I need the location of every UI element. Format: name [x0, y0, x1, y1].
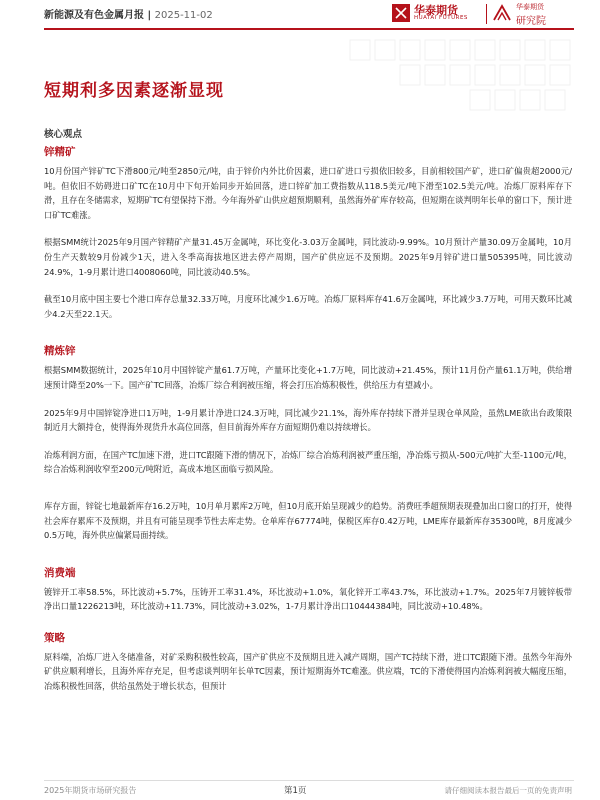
footer-report-label: 2025年期货市场研究报告: [44, 786, 137, 795]
core-views-label: 核心观点: [44, 129, 83, 140]
consumption-paragraph-1: 镀锌开工率58.5%，环比波动+5.7%，压铸开工率31.4%，环比波动+1.0%，氧化锌开工率43.7%，环比波动+1.7%。2025年7月镀锌板带净出口量1226213吨，环比波动+11.73%，同比波动+3.02%，1-7月累计净出口10444384吨，同比波动+10.48%。: [44, 586, 572, 612]
section-heading-refined: 精炼锌: [44, 345, 76, 358]
report-date: 2025-11-02: [154, 10, 213, 21]
refined-paragraph-4: 库存方面，锌锭七地最新库存16.2万吨，10月单月累库2万吨，但10月底开始呈现减少的趋势。消费旺季超预期表现叠加出口窗口的打开，使得社会库存累库不及预期，并且有可能呈现季节性去库走势。仓单库存67774吨，保税区库存0.42万吨，LME库存最新库存35300吨，8月度减少0.5万吨，海外供应偏紧局面持续。: [44, 500, 572, 541]
refined-paragraph-1: 根据SMM数据统计，2025年10月中国锌锭产量61.7万吨，产量环比变化+1.7万吨，同比波动+21.45%，预计11月份产量61.1万吨，供给增速预计降至20%一下。国产矿TC回落，冶炼厂综合利润被压缩，将会打压冶炼积极性，供给压力有望减小。: [44, 365, 572, 390]
huatai-logo-icon: [392, 4, 410, 22]
section-heading-ore: 锌精矿: [44, 146, 76, 158]
research-institute-logo: [492, 2, 572, 26]
page-title: 短期利多因素逐渐显现: [44, 81, 224, 101]
page-footer: [0, 780, 600, 800]
report-name-line: [44, 6, 213, 21]
ore-paragraph-2: 根据SMM统计2025年9月国产锌精矿产量31.45万金属吨，环比变化-3.03万金属吨，同比波动-9.99%。10月预计产量30.09万金属吨，10月份生产天数较9月份减少1天，进入冬季高海拔地区进去停产周期，国产矿供应远不及预期。2025年9月锌矿进口量505395吨，同比波动24.9%，1-9月累计进口4008060吨，同比波动40.5%。: [44, 237, 572, 277]
strategy-paragraph-1: 原料端，冶炼厂进入冬储准备，对矿采购积极性较高，国产矿供应不及预期且进入减产周期，国产TC持续下滑，进口TC跟随下滑。虽然今年海外矿供应顺利增长，且海外库存充足，但考虑谈判明年长单TC因素，预计短期海外TC难涨。供应端，TC的下滑使得国内冶炼利润被大幅度压缩，冶炼积极性回落，供给虽然处于增长状态，但预计: [44, 651, 572, 692]
ore-paragraph-1: 10月份国产锌矿TC下滑800元/吨至2850元/吨，由于锌价内外比价因素，进口矿进口亏损依旧较多，目前相较国产矿，进口矿偏贵超2000元/吨。但依旧不妨碍进口矿TC在10月中下旬开始同步开始回落，进口锌矿加工费指数从118.5美元/吨下滑至102.5美元/吨。冶炼厂原料库存下滑，且存在冬储需求，短期矿TC有望保持下滑。今年海外矿山供应超预期顺利，虽然海外矿库存较高，但短期在谈判明年长单的窗口下，预计进口矿TC难涨。: [44, 166, 572, 220]
section-heading-strategy: 策略: [44, 631, 65, 644]
logo-research-top: 华泰期货: [516, 3, 544, 11]
report-name: 新能源及有色金属月报: [44, 10, 144, 21]
research-logo-icon: [492, 4, 512, 22]
decorative-pattern-icon: [200, 30, 600, 130]
huatai-futures-logo: [392, 2, 482, 26]
refined-paragraph-2: 2025年9月中国锌锭净进口1万吨，1-9月累计净进口24.3万吨，同比减少21.1%，海外库存持续下滑并呈现仓单风险，虽然LME欲出台政策限制近月大额持仓，使得海外现货升水高位回落，但目前海外库存方面短期仍难以持续增长。: [44, 407, 572, 433]
ore-paragraph-3: 截至10月底中国主要七个港口库存总量32.33万吨，月度环比减少1.6万吨。冶炼厂原料库存41.6万金属吨，环比减少3.7万吨，可用天数环比减少4.2天至22.1天。: [44, 294, 572, 319]
footer-rule: [44, 780, 574, 781]
page-header: [0, 0, 600, 28]
page-number: 第1页: [284, 786, 307, 796]
refined-paragraph-3: 冶炼利润方面，在国产TC加速下滑，进口TC跟随下滑的情况下，冶炼厂综合冶炼利润被严重压缩，净冶炼亏损从-500元/吨扩大至-1100元/吨，综合冶炼利润收窄至200元/吨附近，高成本地区面临亏损风险。: [44, 449, 572, 475]
report-date-sep: |: [147, 10, 155, 21]
disclaimer-note: 请仔细阅读本报告最后一页的免责声明: [444, 786, 572, 795]
logo-research-bottom: 研究院: [516, 16, 546, 27]
main-content: [44, 126, 572, 694]
section-heading-consumption: 消费端: [44, 566, 76, 579]
logo-divider: [486, 4, 487, 24]
logo-main-cn: 华泰期货: [414, 4, 458, 17]
logo-main-en: HUATAI FUTURES: [414, 15, 468, 21]
